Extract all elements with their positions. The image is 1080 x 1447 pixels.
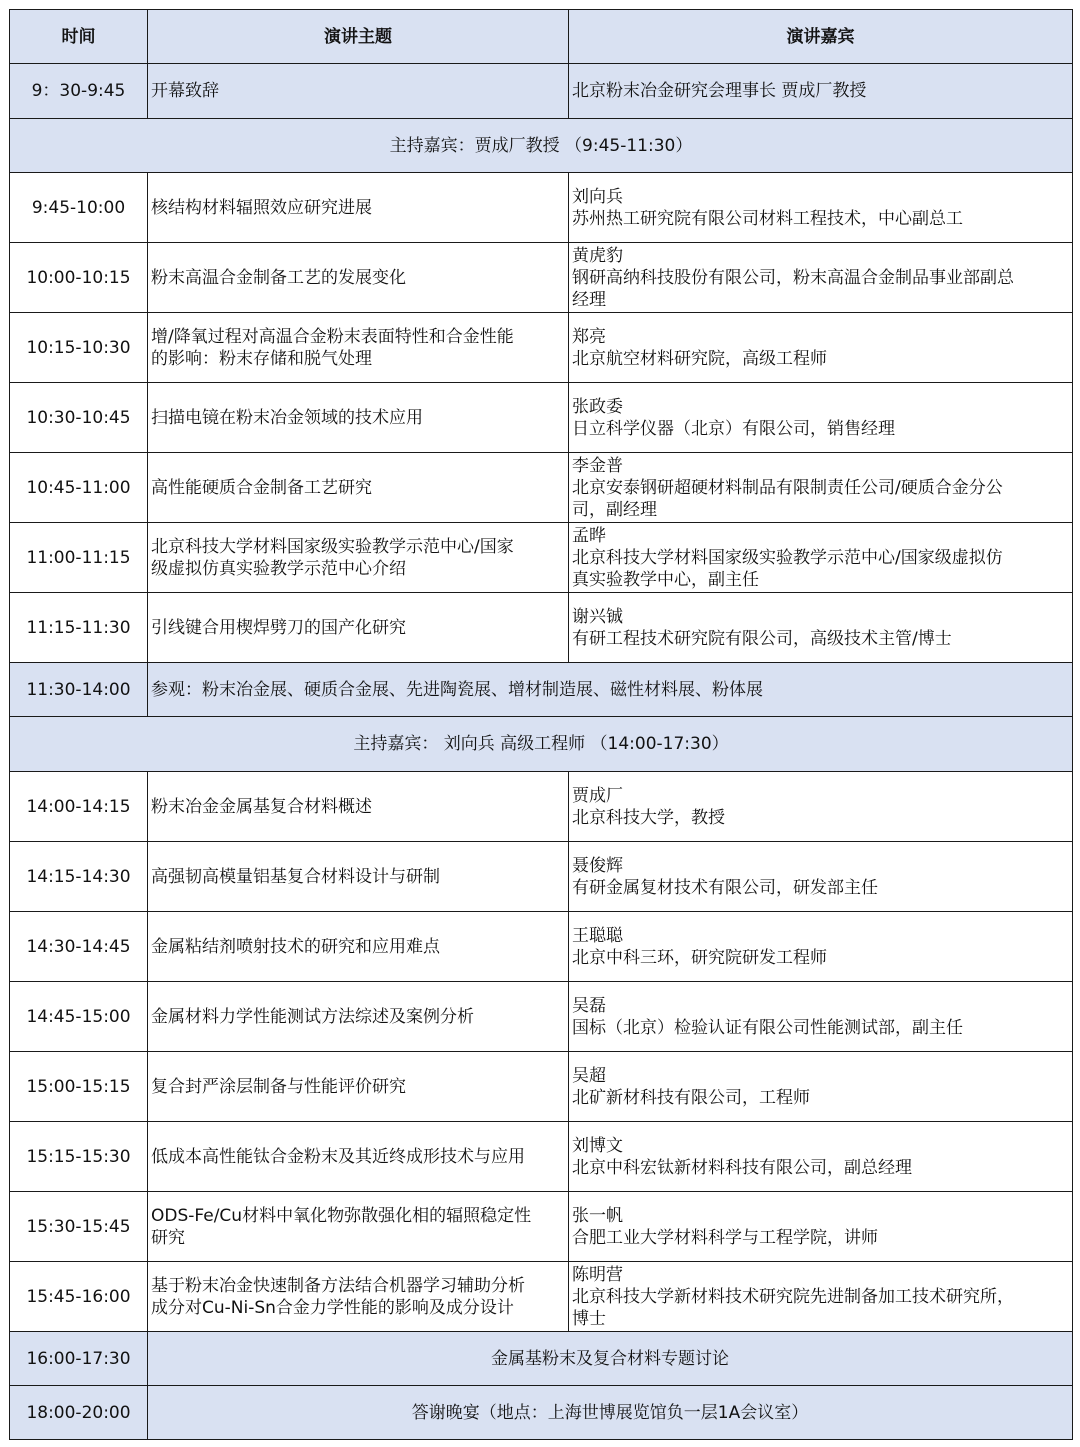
session-topic (148, 842, 569, 912)
host-afternoon-row (10, 717, 1073, 772)
opening-time: 9：30-9:45 (10, 64, 148, 119)
speaker-org-line: 有研金属复材技术有限公司，研发部主任 (572, 877, 878, 898)
session-topic (148, 173, 569, 243)
session-topic-line: 基于粉末冶金快速制备方法结合机器学习辅助分析 (151, 1275, 525, 1296)
session-speaker (569, 593, 1073, 663)
session-row (10, 593, 1073, 663)
speaker-name: 刘向兵 (572, 186, 623, 207)
speaker-org-line: 北京安泰钢研超硬材料制品有限制责任公司/硬质合金分公 (572, 477, 1003, 498)
session-time: 14:45-15:00 (10, 982, 148, 1052)
speaker-org-line: 有研工程技术研究院有限公司，高级技术主管/博士 (572, 628, 952, 649)
session-time: 10:45-11:00 (10, 453, 148, 523)
speaker-org-line: 北京科技大学，教授 (572, 807, 725, 828)
session-topic-line: 扫描电镜在粉末冶金领域的技术应用 (151, 407, 423, 428)
session-topic (148, 523, 569, 593)
session-speaker (569, 453, 1073, 523)
session-topic-line: 成分对Cu-Ni-Sn合金力学性能的影响及成分设计 (151, 1297, 514, 1318)
speaker-name: 王聪聪 (572, 925, 623, 946)
session-topic-line: 复合封严涂层制备与性能评价研究 (151, 1076, 406, 1097)
session-speaker (569, 523, 1073, 593)
session-row (10, 383, 1073, 453)
session-speaker (569, 1122, 1073, 1192)
speaker-name: 李金普 (572, 455, 623, 476)
session-topic-line: 低成本高性能钛合金粉末及其近终成形技术与应用 (151, 1146, 525, 1167)
session-time: 15:15-15:30 (10, 1122, 148, 1192)
opening-row (10, 64, 1073, 119)
session-time: 9:45-10:00 (10, 173, 148, 243)
session-row (10, 982, 1073, 1052)
session-topic (148, 982, 569, 1052)
session-row (10, 772, 1073, 842)
discussion-row (10, 1332, 1073, 1386)
speaker-org-line: 司，副经理 (572, 499, 657, 520)
speaker-name: 吴超 (572, 1065, 606, 1086)
session-speaker (569, 772, 1073, 842)
session-row (10, 523, 1073, 593)
session-time: 11:15-11:30 (10, 593, 148, 663)
session-time: 14:00-14:15 (10, 772, 148, 842)
session-time: 10:30-10:45 (10, 383, 148, 453)
session-topic (148, 383, 569, 453)
session-topic-line: 粉末冶金金属基复合材料概述 (151, 796, 372, 817)
session-speaker (569, 1262, 1073, 1332)
session-time: 15:00-15:15 (10, 1052, 148, 1122)
speaker-name: 聂俊辉 (572, 855, 623, 876)
speaker-org-line: 日立科学仪器（北京）有限公司，销售经理 (572, 418, 895, 439)
session-speaker (569, 313, 1073, 383)
session-topic (148, 1192, 569, 1262)
session-speaker (569, 982, 1073, 1052)
session-speaker (569, 842, 1073, 912)
session-topic-line: 引线键合用楔焊劈刀的国产化研究 (151, 617, 406, 638)
header-speaker: 演讲嘉宾 (569, 10, 1073, 64)
header-row (10, 10, 1073, 64)
opening-speaker: 北京粉末冶金研究会理事长 贾成厂教授 (569, 64, 1073, 119)
morning-sessions (10, 173, 1073, 663)
session-time: 15:30-15:45 (10, 1192, 148, 1262)
session-time: 11:00-11:15 (10, 523, 148, 593)
session-row (10, 912, 1073, 982)
session-topic-line: 增/降氧过程对高温合金粉末表面特性和合金性能 (151, 326, 514, 347)
speaker-org-line: 苏州热工研究院有限公司材料工程技术，中心副总工 (572, 208, 963, 229)
session-time: 14:15-14:30 (10, 842, 148, 912)
session-topic (148, 313, 569, 383)
session-time: 10:00-10:15 (10, 243, 148, 313)
session-row (10, 173, 1073, 243)
speaker-org-line: 经理 (572, 289, 606, 310)
session-topic-line: 高性能硬质合金制备工艺研究 (151, 477, 372, 498)
speaker-org-line: 钢研高纳科技股份有限公司，粉末高温合金制品事业部副总 (572, 267, 1014, 288)
session-topic-line: 研究 (151, 1227, 185, 1248)
speaker-name: 黄虎豹 (572, 245, 623, 266)
speaker-org-line: 北京中科宏钛新材料科技有限公司，副总经理 (572, 1157, 912, 1178)
session-topic (148, 1262, 569, 1332)
visit-time: 11:30-14:00 (10, 663, 148, 717)
speaker-name: 谢兴铖 (572, 606, 623, 627)
speaker-name: 张政委 (572, 396, 623, 417)
host-morning-row (10, 119, 1073, 173)
session-row (10, 313, 1073, 383)
session-topic-line: ODS-Fe/Cu材料中氧化物弥散强化相的辐照稳定性 (151, 1205, 532, 1226)
session-speaker (569, 383, 1073, 453)
session-topic-line: 北京科技大学材料国家级实验教学示范中心/国家 (151, 536, 514, 557)
opening-topic: 开幕致辞 (148, 64, 569, 119)
session-topic (148, 772, 569, 842)
dinner-time: 18:00-20:00 (10, 1386, 148, 1440)
session-topic (148, 1052, 569, 1122)
session-topic-line: 的影响：粉末存储和脱气处理 (151, 348, 372, 369)
host-morning: 主持嘉宾：贾成厂教授 （9:45-11:30） (10, 119, 1073, 173)
speaker-org-line: 北京科技大学材料国家级实验教学示范中心/国家级虚拟仿 (572, 547, 1003, 568)
host-afternoon: 主持嘉宾： 刘向兵 高级工程师 （14:00-17:30） (10, 717, 1073, 772)
discussion-text: 金属基粉末及复合材料专题讨论 (148, 1332, 1073, 1386)
session-topic (148, 243, 569, 313)
session-row (10, 1052, 1073, 1122)
session-topic (148, 453, 569, 523)
speaker-org-line: 博士 (572, 1308, 606, 1329)
speaker-name: 郑亮 (572, 326, 606, 347)
schedule-table (9, 9, 1073, 1440)
session-time: 10:15-10:30 (10, 313, 148, 383)
session-topic (148, 912, 569, 982)
speaker-org-line: 真实验教学中心，副主任 (572, 569, 759, 590)
visit-text: 参观：粉末冶金展、硬质合金展、先进陶瓷展、增材制造展、磁性材料展、粉体展 (148, 663, 1073, 717)
session-topic-line: 金属粘结剂喷射技术的研究和应用难点 (151, 936, 440, 957)
session-speaker (569, 1052, 1073, 1122)
speaker-org-line: 合肥工业大学材料科学与工程学院，讲师 (572, 1227, 878, 1248)
dinner-row (10, 1386, 1073, 1440)
speaker-name: 刘博文 (572, 1135, 623, 1156)
session-topic-line: 粉末高温合金制备工艺的发展变化 (151, 267, 406, 288)
afternoon-sessions (10, 772, 1073, 1332)
session-speaker (569, 173, 1073, 243)
session-row (10, 243, 1073, 313)
session-topic-line: 金属材料力学性能测试方法综述及案例分析 (151, 1006, 474, 1027)
session-row (10, 1262, 1073, 1332)
session-speaker (569, 912, 1073, 982)
header-time: 时间 (10, 10, 148, 64)
speaker-org-line: 国标（北京）检验认证有限公司性能测试部，副主任 (572, 1017, 963, 1038)
session-time: 15:45-16:00 (10, 1262, 148, 1332)
session-topic (148, 1122, 569, 1192)
speaker-name: 吴磊 (572, 995, 606, 1016)
session-row (10, 1122, 1073, 1192)
session-row (10, 1192, 1073, 1262)
session-speaker (569, 1192, 1073, 1262)
speaker-org-line: 北矿新材科技有限公司，工程师 (572, 1087, 810, 1108)
session-row (10, 453, 1073, 523)
session-time: 14:30-14:45 (10, 912, 148, 982)
dinner-text: 答谢晚宴（地点：上海世博展览馆负一层1A会议室） (148, 1386, 1073, 1440)
header-topic: 演讲主题 (148, 10, 569, 64)
visit-row (10, 663, 1073, 717)
session-topic-line: 级虚拟仿真实验教学示范中心介绍 (151, 558, 406, 579)
speaker-name: 陈明营 (572, 1264, 623, 1285)
session-speaker (569, 243, 1073, 313)
speaker-org-line: 北京航空材料研究院，高级工程师 (572, 348, 827, 369)
speaker-org-line: 北京科技大学新材料技术研究院先进制备加工技术研究所， (572, 1286, 1014, 1307)
session-topic-line: 核结构材料辐照效应研究进展 (151, 197, 372, 218)
speaker-name: 张一帆 (572, 1205, 623, 1226)
session-row (10, 842, 1073, 912)
speaker-name: 贾成厂 (572, 785, 623, 806)
discussion-time: 16:00-17:30 (10, 1332, 148, 1386)
session-topic (148, 593, 569, 663)
speaker-name: 孟晔 (572, 525, 606, 546)
session-topic-line: 高强韧高模量铝基复合材料设计与研制 (151, 866, 440, 887)
speaker-org-line: 北京中科三环，研究院研发工程师 (572, 947, 827, 968)
